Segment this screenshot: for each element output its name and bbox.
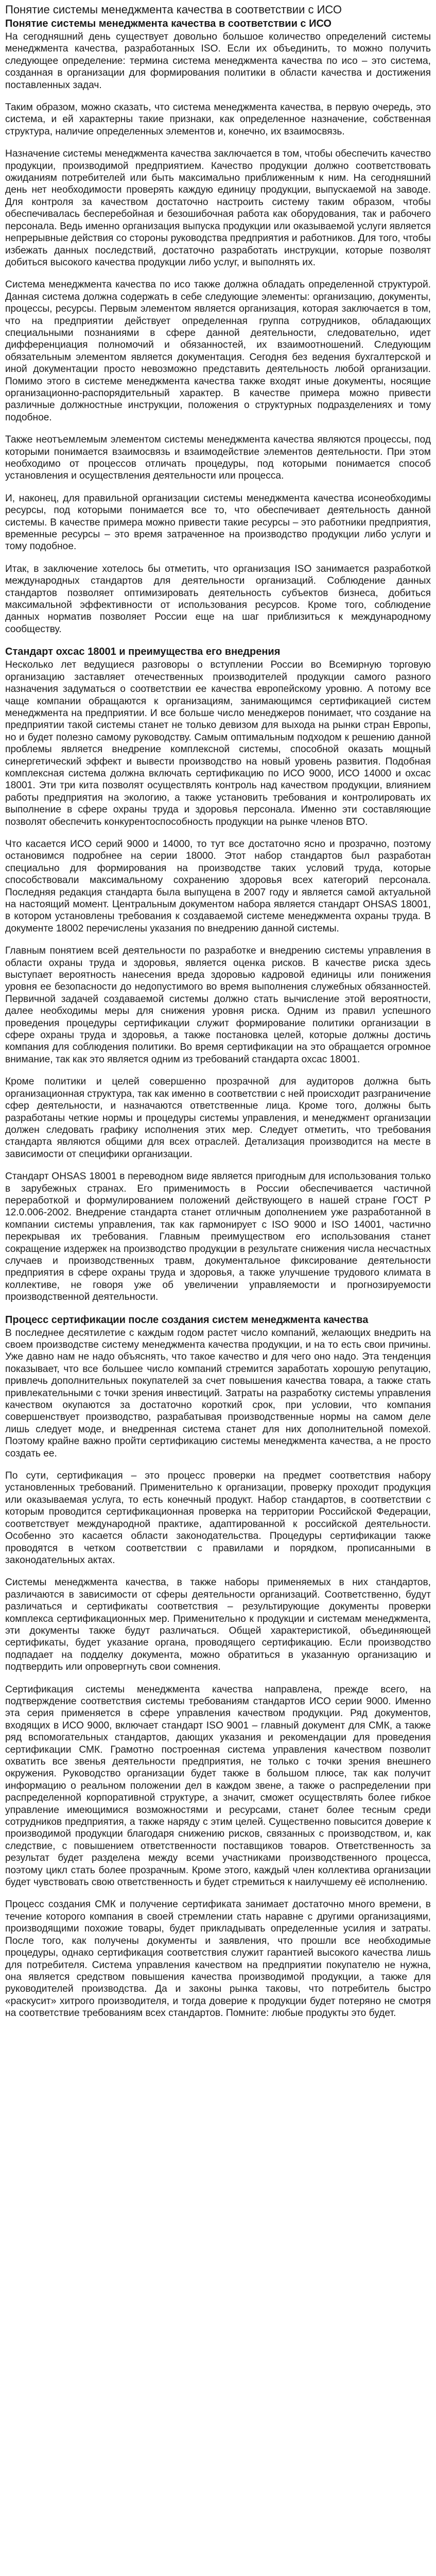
paragraph: Несколько лет ведущиеся разговоры о вступлении России во Всемирную торговую организацию заставляет отечественных производителей продукции самого разного назначения задуматься о соответствии ее качества европейскому уровню. А потому все чаще компании обращаются к организациям, занимающимся сертификацией систем менеджмента на предприятии. И все больше число менеджеров понимает, что создание на предприятии такой системы станет не только девизом для выхода на рынки стран Европы, но и будет полезно самому руководству. Самым оптимальным подходом к решению данной проблемы является внедрение комплексной системы, способной оказать мощный синергетический эффект и вывести производство на новый уровень развития. Подобная комплексная система должна включать сертификацию по ИСО 9000, ИСО 14000 и охсас 18001. Эти три кита позволят осуществлять контроль над качеством продукции, влиянием работы предприятия на экологию, а также установить требования и контролировать их выполнение в сфере охраны труда и здоровья персонала. Именно эти составляющие позволят обеспечить конкурентоспособность продукции на рынке членов ВТО. — [5, 659, 431, 827]
paragraph: Стандарт OHSAS 18001 в переводном виде является пригодным для использования только в зарубежных странах. Его применимость в России обеспечивается частичной переработкой и формулированием положений действующего в нашей стране ГОСТ Р 12.0.006-2002. Внедрение стандарта станет отличным дополнением уже разработанной в компании системы управления, так как гармонирует с ISO 9000 и ISO 14001, частично перекрывая их требования. Главным преимуществом его использования станет сокращение издержек на производство продукции в результате снижения числа несчастных случаев и производственных травм, документальное фиксирование деятельности предприятия в сфере охраны труда и здоровья, а также улучшение трудового климата в коллективе, не говоря уже об увеличении управляемости и прогнозируемости производственной деятельности. — [5, 1171, 431, 1303]
section-heading-certification: Процесс сертификации после создания систем менеджмента качества — [5, 1314, 369, 1326]
paragraph: Система менеджмента качества по исо также должна обладать определенной структурой. Данная система должна содержать в себе следующие элементы: организацию, документы, процессы, ресурсы. Первым элементом является организация, которая заключается в том, что на предприятии действует определенная группа сотрудников, обладающих специальными познаниями в сфере данной деятельности, следовательно, идет дифференциация полномочий и обязанностей, их взаимоотношений. Следующим обязательным элементом является документация. Сегодня без ведения бухгалтерской и иной документации просто невозможно представить деятельность любой организации. Помимо этого в системе менеджмента качества также входят иные документы, носящие организационно-распорядительный характер. В качестве примера можно привести различные должностные инструкции, положения о структурных подразделениях и тому подобное. — [5, 279, 431, 423]
paragraph: Сертификация системы менеджмента качества направлена, прежде всего, на подтверждение соответствия системы требованиям стандартов ИСО серии 9000. Именно эта серия применяется в сфере управления качеством продукции. Ряд документов, входящих в ИСО 9000, включает стандарт ISO 9001 – главный документ для СМК, а также ряд вспомогательных стандартов, дающих указания и рекомендации для проведения сертификации СМК. Грамотно построенная система управления качеством позволит охватить все звенья деятельности предприятия, не только с точки зрения внешнего окружения. Руководство организации будет также в большом плюсе, так как получит информацию о реальном положении дел в каждом звене, а также о распределении при распределенной корпоративной структуре, а значит, сможет осуществлять более гибкое управление имеющимися возможностями и ресурсами, станет более тесным среди сотрудников предприятия, а также наряду с этим целей. Существенно повысится доверие к производимой продукции благодаря снижению рисков, связанных с производством, и, как следствие, с повышением ответственности поставщиков товаров. Ответственность за результат будет разделена между всеми участниками производственного процесса, поэтому цикл стать более прозрачным. Кроме этого, каждый член коллектива организации будет чувствовать свою ответственность и будет стремиться к наилучшему её исполнению. — [5, 1684, 431, 1888]
paragraph: По сути, сертификация – это процесс проверки на предмет соответствия набору установленных требований. Применительно к организации, проверку проходит продукция или оказываемая услуга, то есть конечный продукт. Набор стандартов, в соответствии с которым проводится сертификационная проверка на территории Российской Федерации, соответствует международной практике, адаптированной к российской деятельности. Особенно это касается области законодательства. Процедуры сертификации также проводятся в четком соответствии с правилами и порядком, прописанными в законодательных актах. — [5, 1470, 431, 1566]
paragraph: Главным понятием всей деятельности по разработке и внедрению системы управления в области охраны труда и здоровья, является оценка рисков. В качестве риска здесь выступает вероятность нанесения вреда здоровью кадровой единицы или понижения уровня ее безопасности до недопустимого во время выполнения служебных обязанностей. Первичной задачей создаваемой системы должно стать вычисление этой вероятности, далее необходимы меры для снижения уровня риска. Одним из правил успешного проведения процедуры сертификации служит формирование политики организации в сфере охраны труда и здоровья, а также постановка целей, которые должны достичь компания для соблюдения политики. Во время сертификации на это обращается огромное внимание, так как это является одним из требований стандарта охсас 18001. — [5, 945, 431, 1065]
paragraph: На сегодняшний день существует довольно большое количество определений системы менеджмента качества, разработанных ISO. Если их объединить, то можно получить следующее определение: термина система менеджмента качества по исо – это система, созданная в организации для формирования политики в области качества и достижения поставленных задач. — [5, 31, 431, 91]
paragraph: Кроме политики и целей совершенно прозрачной для аудиторов должна быть организационная структура, так как именно в соответствии с ней происходит разграничение сфер деятельности, и назначаются ответственные лица. Кроме того, должны быть разработаны четкие нормы и процедуры системы управления, и менеджмент организации должен следовать графику исполнения этих мер. Следует отметить, что требования стандарта являются общими для всех отраслей. Детализация производится на месте в зависимости от специфики организации. — [5, 1076, 431, 1160]
page-title: Понятие системы менеджмента качества в соответствии с ИСО — [5, 3, 342, 16]
paragraph: Системы менеджмента качества, в также наборы применяемых в них стандартов, различаются в зависимости от сферы деятельности организаций. Соответственно, будут различаться и сертификаты соответствия – результирующие документы проверки комплекса сертификационных мер. Применительно к продукции и системам менеджмента, эти документы также будут различаться. Общей характеристикой, объединяющей сертификаты, будет указание органа, проводящего сертификацию. Если производство подпадает на подделку документа, можно обратиться в указанную организацию и подтвердить или опровергнуть свои сомнения. — [5, 1577, 431, 1673]
paragraph: Также неотъемлемым элементом системы менеджмента качества являются процессы, под которыми понимается взаимосвязь и взаимодействие элементов деятельности. При этом необходимо от процессов отличать процедуры, под которыми понимается способ установления и осуществления деятельности или процесса. — [5, 434, 431, 482]
paragraph: Назначение системы менеджмента качества заключается в том, чтобы обеспечить качество продукции, производимой предприятием. Качество продукции должно соответствовать ожиданиям потребителей или быть максимально приближенным к ним. На сегодняшний день нет необходимости проверять каждую единицу продукции, выпускаемой на заводе. Для контроля за качеством достаточно настроить систему таким образом, чтобы обеспечивалась бесперебойная и безошибочная работа как оборудования, так и рабочего персонала. Ведь именно организация выпуска продукции или оказываемой услуги является непрерывные действия со стороны руководства предприятия и работников. Для того, чтобы избежать данных последствий, достаточно разработать инструкции, которые позволят добиться высокого качества продукции либо услуг, и выполнять их. — [5, 148, 431, 268]
paragraph: В последнее десятилетие с каждым годом растет число компаний, желающих внедрить на своем производстве систему менеджмента качества продукции, и на то есть свои причины. Уже давно нам не надо объяснять, что такое качество и для чего оно надо. Эта тенденция показывает, что все большее число компаний стремится заработать хорошую репутацию, привлечь дополнительных покупателей за счет повышения качества товара, а также стать привлекательными с точки зрения инвестиций. Затраты на разработку системы управления качеством окупаются за достаточно короткий срок, при условии, что компания совершенствует производство, разрабатывая производственные нормы на самом деле лишь следует моде, и внедренная система станет для них дополнительной помехой. Поэтому крайне важно пройти сертификацию системы менеджмента качества, а не просто создать ее. — [5, 1327, 431, 1459]
paragraph: Таким образом, можно сказать, что система менеджмента качества, в первую очередь, это система, и ей характерны такие признаки, как определенное назначение, собственная структура, наличие определенных элементов и, конечно, их взаимосвязь. — [5, 102, 431, 137]
paragraph: Итак, в заключение хотелось бы отметить, что организация ISO занимается разработкой международных стандартов для деятельности организаций. Соблюдение данных стандартов позволяет оптимизировать деятельность субъектов бизнеса, добиться максимальной эффективности от использования ресурсов. Кроме того, соблюдение данных норматив позволяет России еще на шаг приблизиться к международному сообществу. — [5, 563, 431, 635]
paragraph: И, наконец, для правильной организации системы менеджмента качества исонеобходимы ресурсы, под которыми понимается все то, что обеспечивает деятельность данной системы. В качестве примера можно привести такие ресурсы – это работники предприятия, временные ресурсы – это время затраченное на производство продукции либо услуги и тому подобное. — [5, 493, 431, 552]
section-heading-iso: Понятие системы менеджмента качества в соответствии с ИСО — [5, 18, 332, 29]
paragraph: Процесс создания СМК и получение сертификата занимает достаточно много времени, в течение которого компания в своей стремлении стать наравне с другими организациями, производящими похожие товары, будет прикладывать определенные усилия и затраты. После того, как получены документы и заявления, что прошли все необходимые процедуры, однако сертификация соответствия служит гарантией высокого качества лишь для потребителя. Система управления качеством на предприятии покупателю не нужна, она является средством повышения качества производимой продукции, а также для руководителей производства. Да и законы рынка таковы, что потребитель быстро «раскусит» хитрого производителя, и тогда доверие к продукции будет потеряно не смотря на соответствие требованиям всех стандартов. Помните: любые продукты это будет. — [5, 1899, 431, 2019]
section-heading-ohsas: Стандарт охсас 18001 и преимущества его внедрения — [5, 646, 281, 658]
paragraph: Что касается ИСО серий 9000 и 14000, то тут все достаточно ясно и прозрачно, поэтому остановимся подробнее на серии 18000. Этот набор стандартов был разработан специально для формирования на производстве таких условий труда, которые способствовали максимальному сохранению здоровья всех категорий персонала. Последняя редакция стандарта была выпущена в 2007 году и является самой актуальной на настоящий момент. Центральным документом набора является стандарт OHSAS 18001, в котором установлены требования к создаваемой системе менеджмента охраны труда. В документе 18002 перечислены указания по внедрению данной системы. — [5, 838, 431, 934]
